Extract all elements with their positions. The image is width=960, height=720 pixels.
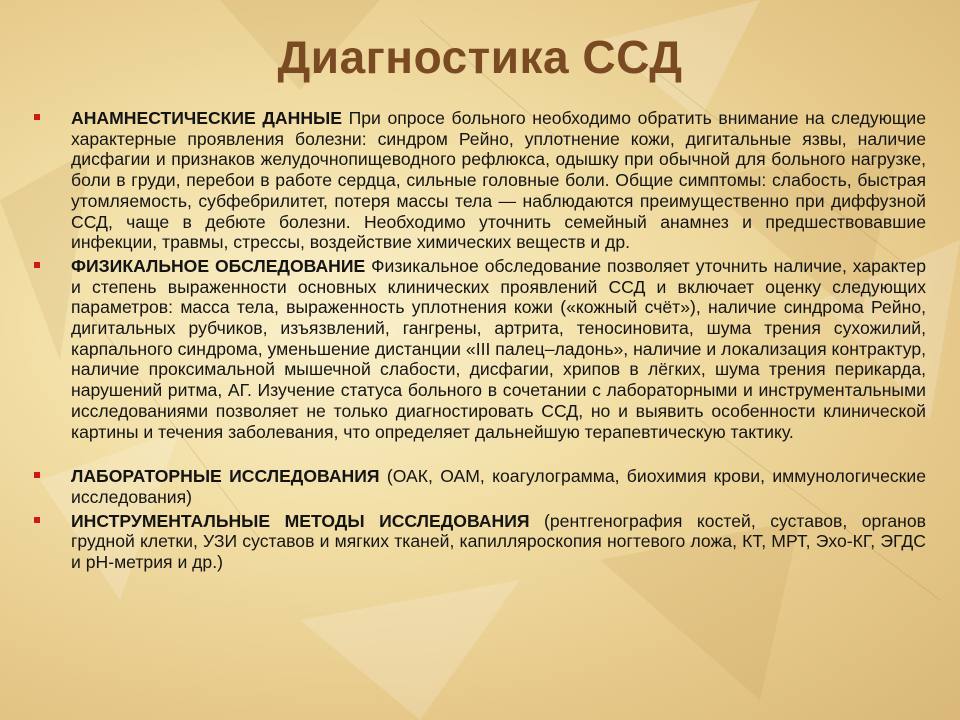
slide-title: Диагностика ССД	[277, 31, 683, 83]
bullet-lab-tests	[34, 466, 926, 507]
bullet-text: (ОАК, ОАМ, коагулограмма, биохимия крови, иммунологические исследования)	[71, 466, 926, 507]
bullet-text: (рентгенография костей, суставов, органов грудной клетки, УЗИ суставов и мягких тканей, капилляроскопия ногтевого ложа, КТ, МРТ, Эхо-КГ, ЭГДС и рН-метрия и др.)	[71, 510, 926, 573]
bullet-heading: ИНСТРУМЕНТАЛЬНЫЕ МЕТОДЫ ИССЛЕДОВАНИЯ	[71, 510, 530, 531]
slide-content	[34, 108, 926, 573]
bullet-heading: ЛАБОРАТОРНЫЕ ИССЛЕДОВАНИЯ	[71, 466, 380, 487]
bullet-text: Физикальное обследование позволяет уточнить наличие, характер и степень выраженности основных клинических проявлений ССД и включает оценку следующих параметров: масса тела, выраженность уплотнения кожи («кожный счёт»), наличие синдрома Рейно, дигитальных рубчиков, изъязвлений, гангрены, артрита, теносиновита, шума трения сухожилий, карпального синдрома, уменьшение дистанции «III палец–ладонь», наличие и локализация контрактур, наличие проксимальной мышечной слабости, дисфагии, хрипов в лёгких, шума трения перикарда, нарушений ритма, АГ. Изучение статуса больного в сочетании с лабораторными и инструментальными исследованиями позволяет не только диагностировать ССД, но и выявить особенности клинической картины и течения заболевания, что определяет дальнейшую терапевтическую тактику.	[71, 255, 927, 442]
bullet-heading: АНАМНЕСТИЧЕСКИЕ ДАННЫЕ	[71, 108, 342, 128]
bullet-square-icon	[34, 472, 40, 478]
bullet-square-icon	[34, 262, 40, 268]
bullet-square-icon	[34, 114, 40, 120]
bullet-square-icon	[34, 517, 40, 523]
bullet-text: При опросе больного необходимо обратить внимание на следующие характерные проявления болезни: синдром Рейно, уплотнение кожи, дигитальные язвы, наличие дисфагии и признаков желудочнопищеводного рефлюкса, одышку при обычной для больного нагрузке, боли в груди, перебои в работе сердца, сильные головные боли. Общие симптомы: слабость, быстрая утомляемость, субфебрилитет, потеря массы тела — наблюдаются преимущественно при диффузной ССД, чаще в дебюте болезни. Необходимо уточнить семейный анамнез и предшествовавшие инфекции, травмы, стрессы, воздействие химических веществ и др.	[71, 108, 926, 253]
bullet-physical-exam	[34, 256, 926, 442]
bullet-instrumental	[34, 511, 926, 573]
bullet-heading: ФИЗИКАЛЬНОЕ ОБСЛЕДОВАНИЕ	[71, 255, 366, 276]
bullet-anamnesis	[34, 108, 926, 253]
